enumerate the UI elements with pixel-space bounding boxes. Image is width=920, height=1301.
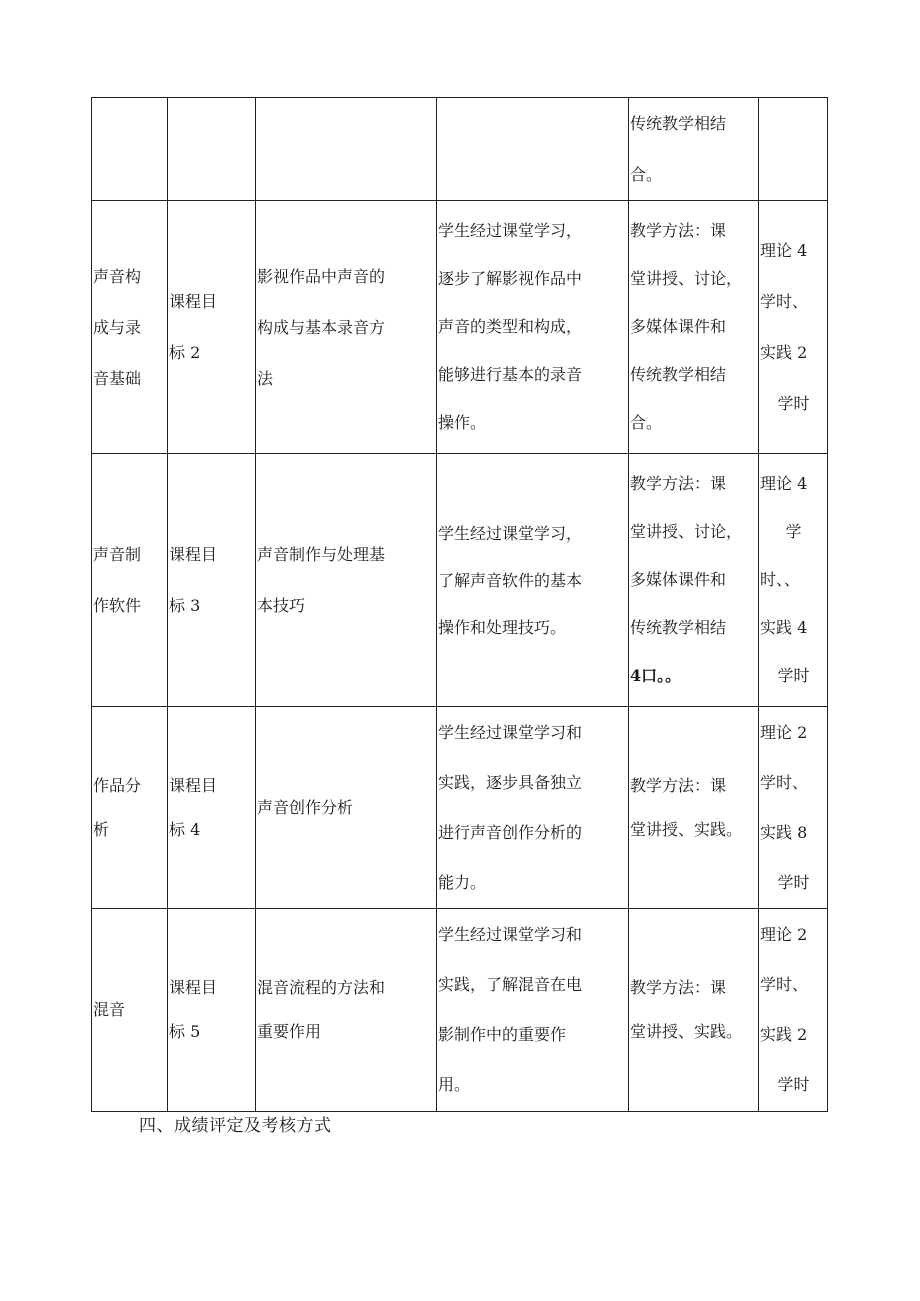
outcome-line: 能力。 (438, 872, 487, 892)
hours-line: 理论 2 (760, 722, 808, 742)
content-line: 重要作用 (257, 1022, 322, 1041)
outcome-line: 进行声音创作分析的 (438, 822, 583, 842)
method-line: 合。 (630, 165, 663, 184)
hours-line: 实践 2 (760, 1025, 808, 1044)
hours-line: 学时、 (760, 292, 809, 311)
content-line: 本技巧 (257, 596, 306, 615)
method-cell (629, 707, 759, 909)
method-line: 教学方法：课 (630, 474, 727, 493)
section-heading: 四、成绩评定及考核方式 (139, 1116, 332, 1136)
table-row (92, 98, 828, 201)
hours-line: 学时、 (760, 772, 809, 792)
content-cell (256, 454, 437, 707)
hours-line: 学时 (777, 1075, 810, 1094)
course-schedule-table (91, 97, 828, 1112)
outcome-line: 了解声音软件的基本 (438, 570, 583, 590)
outcome-cell (437, 201, 629, 454)
objective-cell (168, 454, 256, 707)
method-line: 教学方法：课 (630, 978, 727, 997)
outcome-line: 能够进行基本的录音 (438, 365, 583, 384)
hours-line: 理论 2 (760, 925, 808, 944)
method-line: 4口。。 (630, 666, 682, 685)
table-row (92, 201, 828, 454)
method-cell (629, 909, 759, 1112)
module-line: 声音构 (93, 266, 142, 286)
hours-line: 学时、 (760, 975, 809, 994)
method-line: 传统教学相结 (630, 114, 727, 133)
method-line: 教学方法：课 (630, 775, 727, 795)
objective-line: 课程目 (169, 545, 218, 564)
method-line: 合。 (630, 413, 663, 432)
objective-line: 课程目 (169, 292, 218, 311)
hours-line: 理论 4 (760, 241, 808, 260)
outcome-cell (437, 909, 629, 1112)
method-line: 堂讲授、讨论， (630, 522, 743, 541)
content-line: 声音创作分析 (257, 797, 354, 817)
content-cell (256, 707, 437, 909)
method-cell (629, 98, 759, 201)
hours-line: 实践 2 (760, 343, 808, 362)
method-line: 堂讲授、实践。 (630, 819, 743, 839)
outcome-cell (437, 98, 629, 201)
outcome-line: 学生经过课堂学习和 (438, 925, 583, 944)
hours-line: 学时 (777, 666, 810, 685)
method-cell (629, 454, 759, 707)
method-line: 传统教学相结 (630, 618, 727, 637)
method-line: 堂讲授、实践。 (630, 1022, 743, 1041)
objective-line: 标 2 (169, 343, 201, 362)
hours-cell (759, 98, 828, 201)
objective-cell (168, 707, 256, 909)
hours-line: 学时 (777, 394, 810, 413)
hours-line: 学时 (777, 872, 810, 892)
hours-cell (759, 201, 828, 454)
hours-line: 时、、 (760, 570, 801, 589)
objective-cell (168, 98, 256, 201)
hours-cell (759, 454, 828, 707)
table-row (92, 454, 828, 707)
module-line: 混音 (93, 1000, 126, 1019)
objective-line: 课程目 (169, 978, 218, 997)
content-cell (256, 98, 437, 201)
content-line: 混音流程的方法和 (257, 978, 386, 997)
module-cell (92, 707, 168, 909)
table-row (92, 707, 828, 909)
content-line: 法 (257, 368, 274, 388)
method-line: 堂讲授、讨论， (630, 269, 743, 288)
outcome-line: 实践，逐步具备独立 (438, 772, 583, 792)
method-line: 传统教学相结 (630, 365, 727, 384)
outcome-line: 声音的类型和构成， (438, 317, 583, 336)
outcome-line: 逐步了解影视作品中 (438, 269, 583, 288)
table-row (92, 909, 828, 1112)
module-cell (92, 201, 168, 454)
content-line: 声音制作与处理基 (257, 545, 386, 564)
hours-cell (759, 909, 828, 1112)
hours-cell (759, 707, 828, 909)
outcome-cell (437, 707, 629, 909)
method-cell (629, 201, 759, 454)
module-line: 声音制 (93, 545, 142, 564)
module-line: 成与录 (93, 317, 142, 337)
outcome-line: 影制作中的重要作 (438, 1025, 567, 1044)
outcome-line: 学生经过课堂学习和 (438, 722, 583, 742)
hours-line: 学 (785, 522, 802, 541)
outcome-line: 操作。 (438, 413, 487, 432)
module-line: 作品分 (93, 775, 142, 795)
hours-line: 实践 4 (760, 618, 808, 637)
content-line: 影视作品中声音的 (257, 266, 386, 286)
hours-line: 理论 4 (760, 474, 808, 493)
objective-cell (168, 909, 256, 1112)
content-cell (256, 201, 437, 454)
outcome-cell (437, 454, 629, 707)
content-line: 构成与基本录音方 (257, 317, 386, 337)
module-line: 作软件 (93, 596, 142, 615)
objective-cell (168, 201, 256, 454)
method-line: 多媒体课件和 (630, 317, 727, 336)
module-line: 音基础 (93, 368, 142, 388)
objective-line: 标 3 (169, 596, 201, 615)
objective-line: 标 5 (169, 1022, 201, 1041)
objective-line: 课程目 (169, 775, 218, 795)
module-cell (92, 98, 168, 201)
module-cell (92, 454, 168, 707)
outcome-line: 操作和处理技巧。 (438, 617, 567, 637)
outcome-line: 学生经过课堂学习， (438, 523, 583, 543)
module-line: 析 (93, 819, 110, 839)
content-cell (256, 909, 437, 1112)
method-line: 多媒体课件和 (630, 570, 727, 589)
outcome-line: 学生经过课堂学习， (438, 221, 583, 240)
module-cell (92, 909, 168, 1112)
outcome-line: 实践，了解混音在电 (438, 975, 583, 994)
outcome-line: 用。 (438, 1075, 471, 1094)
method-line: 教学方法：课 (630, 221, 727, 240)
hours-line: 实践 8 (760, 822, 808, 842)
objective-line: 标 4 (169, 819, 201, 839)
